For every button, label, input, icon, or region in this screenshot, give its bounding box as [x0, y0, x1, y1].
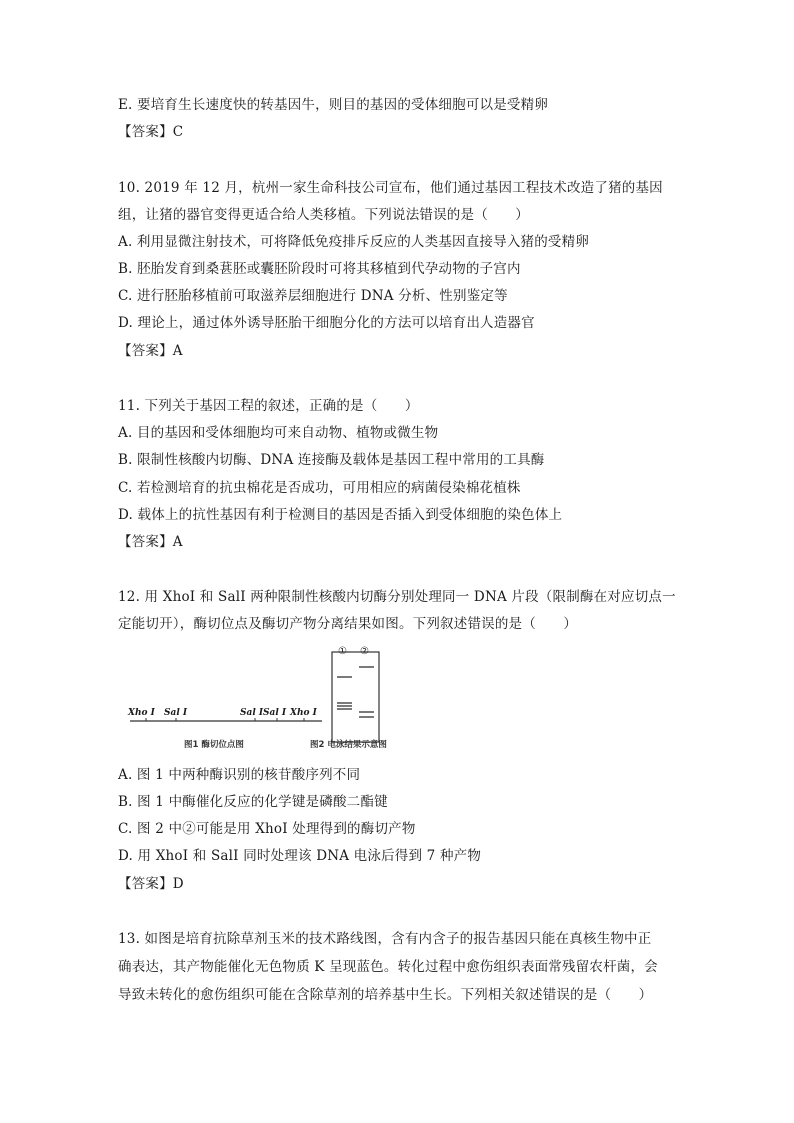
q13-stem-1: 13. 如图是培育抗除草剂玉米的技术路线图，含有内含子的报告基因只能在真核生物中正	[118, 931, 652, 947]
figure-drawing	[126, 646, 436, 756]
q10-stem-2: 组，让猪的器官变得更适合给人类移植。下列说法错误的是（ ）	[118, 207, 529, 223]
q11-option-b: B. 限制性核酸内切酶、DNA 连接酶及载体是基因工程中常用的工具酶	[118, 452, 545, 468]
site-label-xhoi-1: Xho I	[128, 708, 155, 718]
q10-option-d: D. 理论上，通过体外诱导胚胎干细胞分化的方法可以培育出人造器官	[118, 315, 535, 331]
figure-1-caption: 图1 酶切位点图	[184, 740, 244, 750]
site-label-sali-3: Sal I	[263, 708, 287, 718]
site-label-sali-2: Sal I	[240, 708, 264, 718]
q12-option-a: A. 图 1 中两种酶识别的核苷酸序列不同	[118, 767, 361, 783]
lane-2-label: ②	[360, 646, 369, 657]
q10-stem-1: 10. 2019 年 12 月，杭州一家生命科技公司宣布，他们通过基因工程技术改造了猪的基因	[118, 180, 663, 196]
q11-stem: 11. 下列关于基因工程的叙述，正确的是（ ）	[118, 398, 419, 414]
q11-option-c: C. 若检测培育的抗虫棉花是否成功，可用相应的病菌侵染棉花植株	[118, 480, 521, 496]
answer-9: 【答案】C	[118, 124, 184, 140]
figure-2-caption: 图2 电泳结果示意图	[310, 740, 387, 750]
q13-stem-3: 导致未转化的愈伤组织可能在含除草剂的培养基中生长。下列相关叙述错误的是（ ）	[118, 987, 653, 1003]
q12-stem-1: 12. 用 XhoI 和 SalI 两种限制性核酸内切酶分别处理同一 DNA 片段（限制酶在对应切点一	[118, 589, 676, 605]
q13-stem-2: 确表达，其产物能催化无色物质 K 呈现蓝色。转化过程中愈伤组织表面常残留农杆菌，会	[118, 959, 658, 975]
q11-option-d: D. 载体上的抗性基因有利于检测目的基因是否插入到受体细胞的染色体上	[118, 507, 563, 523]
site-label-sali-1: Sal I	[164, 708, 188, 718]
q10-option-b: B. 胚胎发育到桑葚胚或囊胚阶段时可将其移植到代孕动物的子宫内	[118, 261, 521, 277]
answer-11: 【答案】A	[118, 534, 183, 550]
site-label-xhoi-2: Xho I	[290, 708, 317, 718]
q12-figure	[126, 646, 436, 756]
q12-option-b: B. 图 1 中酶催化反应的化学键是磷酸二酯键	[118, 794, 388, 810]
gel-box	[332, 652, 379, 742]
q12-stem-2: 定能切开），酶切位点及酶切产物分离结果如图。下列叙述错误的是（ ）	[118, 616, 578, 632]
answer-10: 【答案】A	[118, 343, 183, 359]
lane-1-label: ①	[338, 646, 347, 657]
q10-option-a: A. 利用显微注射技术，可将降低免疫排斥反应的人类基因直接导入猪的受精卵	[118, 234, 590, 250]
option-e-text: E. 要培育生长速度快的转基因牛，则目的基因的受体细胞可以是受精卵	[118, 97, 549, 113]
answer-12: 【答案】D	[118, 876, 184, 892]
q11-option-a: A. 目的基因和受体细胞均可来自动物、植物或微生物	[118, 425, 439, 441]
q12-option-d: D. 用 XhoI 和 SalI 同时处理该 DNA 电泳后得到 7 种产物	[118, 848, 482, 864]
q12-option-c: C. 图 2 中②可能是用 XhoI 处理得到的酶切产物	[118, 821, 416, 837]
q10-option-c: C. 进行胚胎移植前可取滋养层细胞进行 DNA 分析、性别鉴定等	[118, 288, 508, 304]
